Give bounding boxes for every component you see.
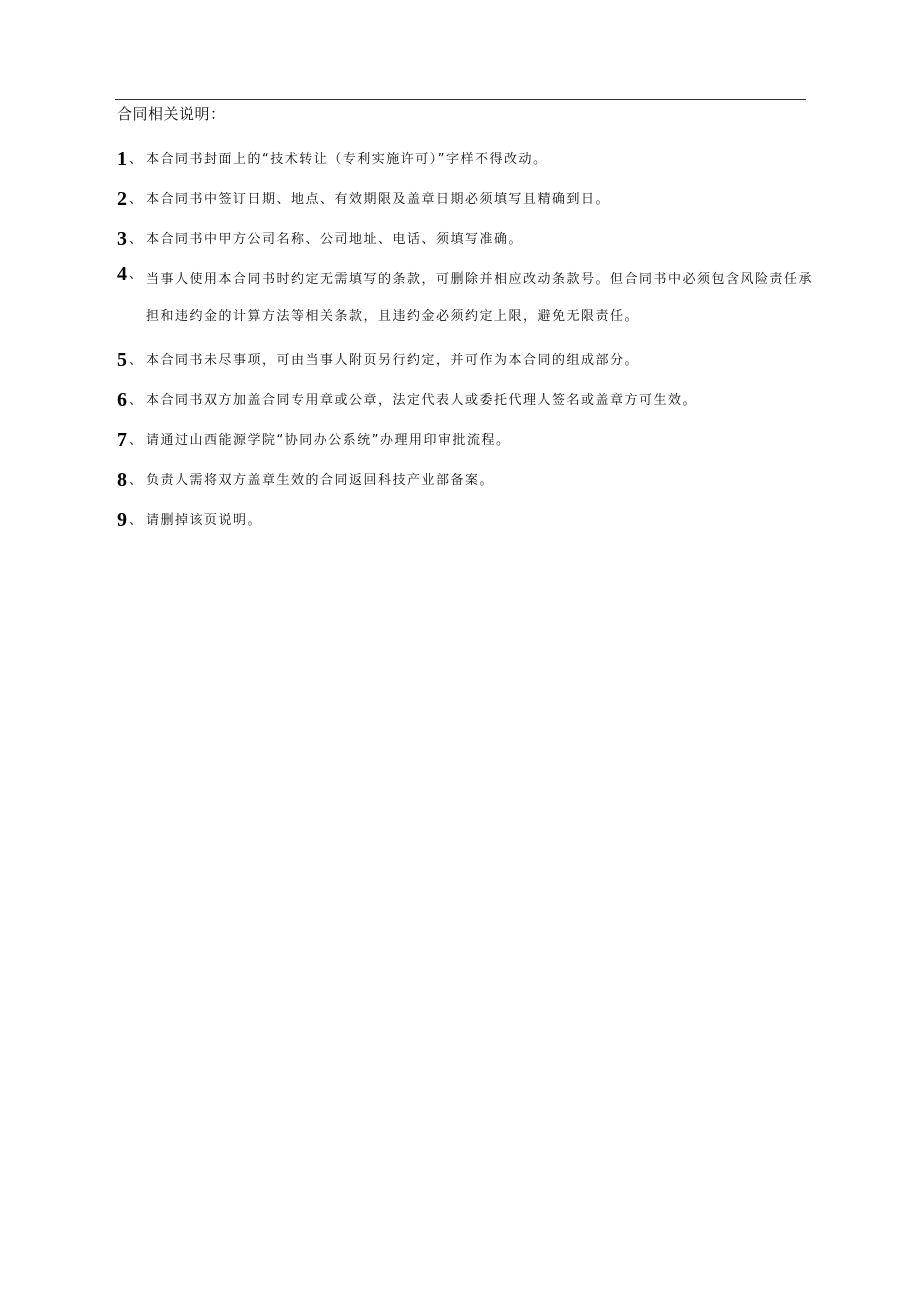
- note-text: 请删掉该页说明。: [146, 513, 263, 528]
- notes-heading: 合同相关说明：: [117, 105, 226, 123]
- note-item-7: [117, 427, 817, 455]
- note-item-2: [117, 186, 817, 214]
- note-item-8: [117, 467, 817, 495]
- note-separator: 、: [129, 513, 143, 528]
- note-number: 8: [117, 469, 127, 491]
- note-separator: 、: [129, 267, 143, 282]
- note-number: 5: [117, 349, 127, 371]
- note-text: 本合同书未尽事项，可由当事人附页另行约定，并可作为本合同的组成部分。: [146, 353, 640, 368]
- note-number: 6: [117, 389, 127, 411]
- note-number: 3: [117, 228, 127, 250]
- note-item-9: [117, 507, 817, 535]
- header-rule: [115, 99, 806, 100]
- note-number: 4: [117, 263, 127, 285]
- note-text: 负责人需将双方盖章生效的合同返回科技产业部备案。: [146, 473, 495, 488]
- note-number: 7: [117, 429, 127, 451]
- note-separator: 、: [129, 473, 143, 488]
- note-separator: 、: [129, 232, 143, 247]
- note-item-6: [117, 387, 817, 415]
- note-separator: 、: [129, 192, 143, 207]
- note-item-1: [117, 146, 817, 174]
- note-text: 请通过山西能源学院“协同办公系统”办理用印审批流程。: [146, 433, 511, 448]
- note-text: 本合同书双方加盖合同专用章或公章，法定代表人或委托代理人签名或盖章方可生效。: [146, 393, 698, 408]
- note-number: 1: [117, 148, 127, 170]
- note-text: 本合同书封面上的“技术转让（专利实施许可）”字样不得改动。: [146, 152, 548, 167]
- note-text: 本合同书中签订日期、地点、有效期限及盖章日期必须填写且精确到日。: [146, 192, 611, 207]
- note-separator: 、: [129, 393, 143, 408]
- note-item-4: [117, 261, 817, 335]
- note-item-3: [117, 226, 817, 254]
- note-number: 9: [117, 509, 127, 531]
- note-separator: 、: [129, 353, 143, 368]
- note-item-5: [117, 347, 817, 375]
- note-separator: 、: [129, 152, 143, 167]
- note-separator: 、: [129, 433, 143, 448]
- notes-list: [117, 146, 817, 547]
- note-text: 本合同书中甲方公司名称、公司地址、电话、须填写准确。: [146, 232, 524, 247]
- note-number: 2: [117, 188, 127, 210]
- note-text: 当事人使用本合同书时约定无需填写的条款，可删除并相应改动条款号。但合同书中必须包含风险责任承担和违约金的计算方法等相关条款，且违约金必须约定上限，避免无限责任。: [146, 272, 814, 324]
